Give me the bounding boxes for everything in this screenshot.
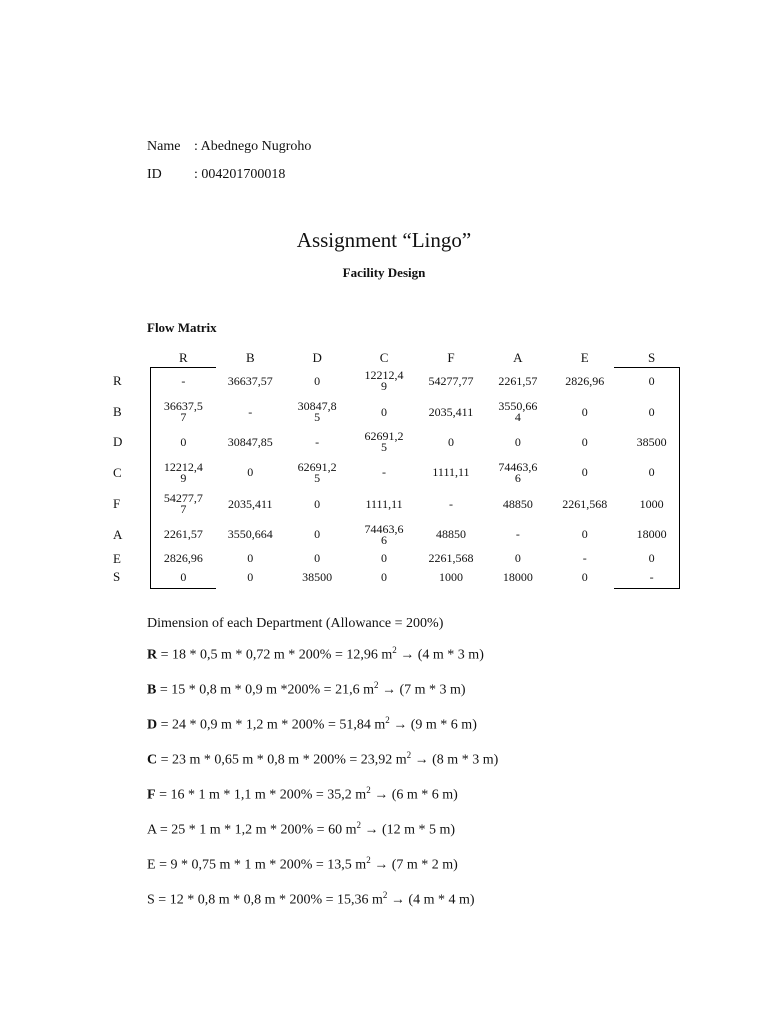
dimension-dept: R: [147, 647, 158, 663]
matrix-cell: 54277,77: [428, 373, 474, 388]
matrix-cell: 0: [247, 569, 254, 584]
frame-tick-bottom-left: [150, 588, 216, 589]
dimension-result: (8 m * 3 m): [428, 752, 499, 768]
flow-matrix-title: Flow Matrix: [147, 320, 217, 335]
dimension-dept: B: [147, 682, 157, 698]
matrix-cell: 0: [447, 434, 454, 449]
matrix-row: [105, 489, 685, 519]
matrix-cell: 2261,568: [428, 551, 474, 565]
matrix-cell: 62691,2 5: [297, 459, 337, 485]
id-label: ID: [147, 167, 162, 182]
matrix-cell: 2261,57: [498, 373, 538, 388]
matrix-cell: 0: [247, 465, 254, 479]
dimension-dept: F: [147, 787, 156, 803]
dimension-calc: = 18 * 0,5 m * 0,72 m * 200% = 12,96 m: [157, 647, 393, 663]
matrix-cell: 0: [381, 551, 388, 565]
matrix-cell: 12212,4 9: [163, 459, 203, 485]
matrix-row: [105, 456, 685, 489]
matrix-cell: -: [315, 434, 320, 449]
dimension-line: [147, 750, 498, 769]
matrix-cell: 48850: [435, 527, 466, 541]
matrix-cell: -: [448, 496, 453, 511]
superscript-2: 2: [392, 645, 397, 655]
matrix-cell: 2261,568: [562, 496, 608, 511]
name-value: : Abednego Nugroho: [194, 139, 312, 154]
matrix-col-header: F: [447, 349, 455, 365]
dimension-calc: = 25 * 1 m * 1,2 m * 200% = 60 m: [156, 822, 357, 838]
superscript-2: 2: [366, 855, 371, 865]
matrix-cell: 0: [314, 527, 321, 541]
matrix-cell: 0: [648, 551, 655, 565]
dimension-dept: E: [147, 857, 156, 873]
matrix-cell: 1111,11: [365, 496, 403, 511]
dimension-result: (4 m * 3 m): [414, 647, 484, 663]
matrix-cell: 38500: [302, 569, 333, 584]
matrix-row-label: D: [113, 434, 123, 449]
matrix-cell: 36637,57: [227, 373, 273, 388]
page-subtitle: Facility Design: [342, 265, 426, 280]
matrix-cell: 0: [514, 434, 521, 449]
matrix-cell: -: [649, 569, 654, 584]
dimension-line: [147, 820, 455, 839]
frame-tick-bottom-right: [614, 588, 680, 589]
matrix-cell: 0: [648, 465, 655, 479]
dimension-result: (6 m * 6 m): [388, 787, 458, 803]
matrix-col-header: A: [513, 349, 523, 365]
matrix-cell: -: [382, 465, 387, 479]
matrix-cell: 3550,66 4: [498, 399, 538, 424]
matrix-cell: 0: [314, 373, 321, 388]
dimension-result: (4 m * 4 m): [404, 892, 475, 908]
dimension-result: (12 m * 5 m): [378, 822, 456, 838]
matrix-cell: 74463,6 6: [498, 459, 538, 485]
matrix-cell: 3550,664: [227, 527, 273, 541]
matrix-row-label: F: [113, 496, 121, 511]
matrix-row: [105, 550, 685, 567]
dimension-calc: = 12 * 0,8 m * 0,8 m * 200% = 15,36 m: [154, 892, 383, 908]
matrix-cell: 2826,96: [565, 373, 605, 388]
matrix-row: [105, 428, 685, 456]
dimension-dept: C: [147, 752, 158, 768]
matrix-cell: 1000: [438, 569, 463, 584]
matrix-col-header: R: [179, 349, 188, 365]
matrix-col-header: C: [379, 349, 389, 365]
matrix-row-label: A: [113, 526, 123, 542]
matrix-cell: 2035,411: [227, 496, 273, 511]
matrix-header-row: [105, 348, 685, 366]
matrix-cell: 30847,8 5: [297, 399, 337, 424]
matrix-cell: 1000: [639, 496, 664, 511]
matrix-cell: 74463,6 6: [364, 521, 404, 547]
matrix-cell: 0: [581, 569, 588, 584]
matrix-cell: 54277,7 7: [163, 491, 203, 516]
matrix-cell: -: [582, 551, 587, 565]
arrow-right-icon: →: [414, 752, 429, 768]
matrix-cell: -: [181, 373, 186, 388]
arrow-right-icon: →: [381, 682, 396, 698]
matrix-cell: 0: [648, 373, 655, 388]
matrix-cell: 0: [180, 569, 187, 584]
arrow-right-icon: →: [390, 892, 405, 908]
matrix-cell: 36637,5 7: [163, 399, 203, 424]
matrix-cell: 2035,411: [428, 404, 474, 419]
matrix-cell: 0: [581, 527, 588, 541]
matrix-cell: -: [515, 527, 520, 541]
matrix-cell: 38500: [636, 434, 667, 449]
dimension-result: (9 m * 6 m): [407, 717, 477, 733]
matrix-row-label: B: [113, 404, 122, 419]
matrix-cell: -: [248, 404, 253, 419]
dimension-calc: = 23 m * 0,65 m * 0,8 m * 200% = 23,92 m: [157, 752, 407, 768]
name-label: Name: [147, 139, 181, 154]
matrix-cell: 0: [314, 496, 321, 511]
dimension-result: (7 m * 3 m): [395, 682, 466, 698]
matrix-row: [105, 519, 685, 550]
arrow-right-icon: →: [393, 717, 408, 733]
matrix-col-header: E: [580, 349, 589, 365]
dimension-line: [147, 645, 484, 664]
matrix-cell: 18000: [636, 527, 667, 541]
matrix-cell: 0: [381, 569, 388, 584]
superscript-2: 2: [385, 715, 390, 725]
matrix-row: [105, 396, 685, 428]
dimension-title: Dimension of each Department (Allowance = 200%): [147, 616, 444, 631]
matrix-cell: 1111,11: [432, 465, 470, 479]
dimension-dept: S: [147, 892, 155, 908]
matrix-row-label: S: [113, 569, 121, 584]
matrix-cell: 0: [381, 404, 388, 419]
matrix-col-header: S: [648, 349, 656, 365]
matrix-cell: 0: [180, 434, 187, 449]
dimension-line: [147, 890, 475, 909]
superscript-2: 2: [382, 890, 388, 900]
dimension-line: [147, 855, 458, 874]
superscript-2: 2: [366, 785, 371, 795]
matrix-row-label: E: [113, 550, 121, 566]
dimension-calc: = 16 * 1 m * 1,1 m * 200% = 35,2 m: [155, 787, 367, 803]
matrix-cell: 0: [581, 465, 588, 479]
dimension-line: [147, 680, 466, 699]
id-value: : 004201700018: [194, 167, 286, 182]
matrix-cell: 2826,96: [163, 551, 203, 565]
matrix-cell: 62691,2 5: [364, 429, 404, 454]
superscript-2: 2: [406, 750, 412, 760]
matrix-col-header: D: [312, 349, 322, 365]
dimension-result: (7 m * 2 m): [388, 857, 458, 873]
dimension-dept: A: [147, 822, 157, 838]
superscript-2: 2: [356, 820, 361, 830]
matrix-cell: 0: [314, 551, 321, 565]
matrix-cell: 0: [514, 551, 521, 565]
matrix-cell: 2261,57: [163, 527, 203, 541]
matrix-cell: 0: [247, 551, 254, 565]
matrix-col-header: B: [245, 349, 255, 365]
matrix-row-label: C: [113, 464, 122, 480]
matrix-cell: 12212,4 9: [364, 368, 404, 393]
matrix-cell: 48850: [502, 496, 533, 511]
matrix-cell: 0: [581, 434, 588, 449]
arrow-right-icon: →: [374, 857, 389, 873]
matrix-cell: 18000: [502, 569, 533, 584]
superscript-2: 2: [373, 680, 379, 690]
dimension-dept: D: [147, 717, 158, 733]
dimension-calc: = 9 * 0,75 m * 1 m * 200% = 13,5 m: [155, 857, 367, 873]
dimension-line: [147, 785, 458, 804]
arrow-right-icon: →: [364, 822, 379, 838]
matrix-cell: 30847,85: [227, 434, 273, 449]
matrix-cell: 0: [581, 404, 588, 419]
dimension-calc: = 24 * 0,9 m * 1,2 m * 200% = 51,84 m: [157, 717, 386, 733]
page-title: Assignment “Lingo”: [296, 228, 472, 252]
matrix-row-label: R: [113, 373, 122, 388]
dimension-line: [147, 715, 477, 734]
matrix-cell: 0: [648, 404, 655, 419]
matrix-row: [105, 567, 685, 587]
arrow-right-icon: →: [374, 787, 389, 803]
matrix-row: [105, 366, 685, 396]
arrow-right-icon: →: [400, 647, 415, 663]
flow-matrix: [105, 348, 685, 587]
dimension-calc: = 15 * 0,8 m * 0,9 m *200% = 21,6 m: [156, 682, 374, 698]
